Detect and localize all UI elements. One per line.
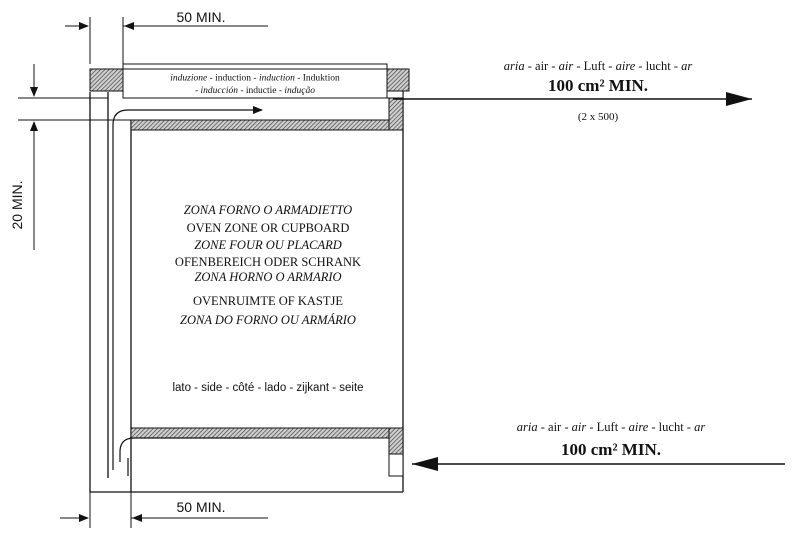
oven-zone-line: ZONE FOUR OU PLACARD: [194, 238, 342, 252]
induction-word2-0: -: [194, 86, 201, 96]
dimension-bottom-label: 50 MIN.: [176, 499, 226, 515]
air-bottom-word-5: - lucht -: [648, 420, 695, 434]
air-bottom-words: [517, 420, 706, 434]
induction-label-line1: [170, 74, 340, 84]
air-top-word-4: aire: [615, 59, 636, 73]
induction-word-5: - Induktion: [294, 73, 340, 84]
oven-zone-line: OFENBEREICH ODER SCHRANK: [174, 255, 362, 269]
induction-word2-3: indução: [284, 86, 316, 96]
oven-shelves: [131, 98, 403, 476]
airflow-up-arrow: [113, 110, 262, 470]
dimension-top: [65, 17, 268, 64]
air-bottom-word-6: ar: [694, 420, 706, 434]
air-top-word-5: - lucht -: [635, 59, 682, 73]
air-top-amount: 100 cm² MIN.: [548, 76, 648, 95]
airflow-path: [120, 438, 250, 462]
oven-zone-line: ZONA HORNO O ARMARIO: [194, 270, 342, 284]
air-bottom-word-1: - air -: [537, 420, 572, 434]
induction-label-line2: [195, 86, 315, 96]
air-bottom-word-2: air: [571, 420, 587, 434]
dimension-left: [18, 64, 131, 250]
oven-zone-line: OVENRUIMTE OF KASTJE: [193, 294, 343, 308]
induction-word-1: -: [207, 73, 216, 84]
oven-zone-line: OVEN ZONE OR CUPBOARD: [186, 221, 350, 235]
air-top-word-6: ar: [681, 59, 693, 73]
side-label: lato - side - côté - lado - zijkant - seite: [172, 382, 364, 394]
air-bottom-word-4: aire: [628, 420, 649, 434]
air-top-word-2: air: [558, 59, 574, 73]
dimension-bottom: [60, 492, 268, 528]
air-top-word-3: - Luft -: [573, 59, 616, 73]
induction-word2-2: - inductie -: [237, 86, 285, 96]
air-bottom-word-3: - Luft -: [586, 420, 629, 434]
air-top-note: (2 x 500): [577, 111, 619, 123]
oven-zone-label: [175, 203, 361, 327]
induction-word-4: induction: [258, 73, 295, 84]
induction-word-3: -: [251, 73, 259, 84]
dimension-left-label: 20 MIN.: [9, 180, 25, 230]
air-bottom-word-0: aria: [516, 420, 538, 434]
dimension-top-label: 50 MIN.: [176, 9, 226, 25]
air-top-word-1: - air -: [524, 59, 559, 73]
induction-word2-1: inducción: [200, 86, 238, 96]
air-top-word-0: aria: [503, 59, 525, 73]
air-top-words: [504, 59, 693, 73]
induction-word-0: induzione: [170, 73, 208, 84]
oven-zone-line: ZONA FORNO O ARMADIETTO: [183, 203, 353, 217]
oven-zone-line: ZONA DO FORNO OU ARMÁRIO: [180, 313, 356, 327]
induction-word-2: induction: [215, 73, 252, 84]
air-bottom-amount: 100 cm² MIN.: [561, 440, 661, 459]
